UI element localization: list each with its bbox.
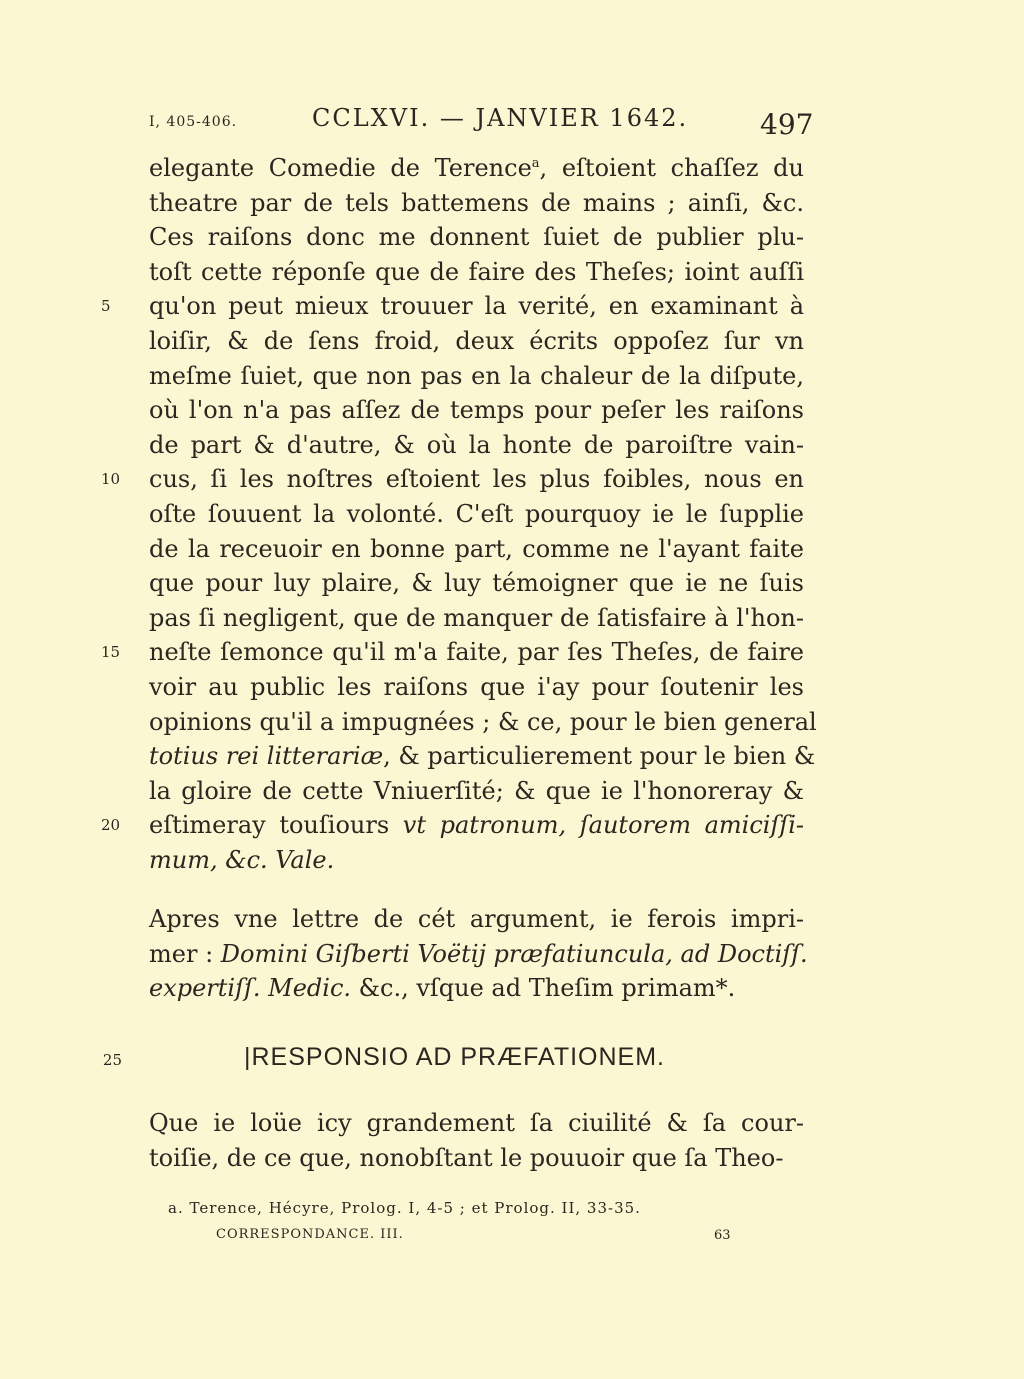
- text-run: expertiſſ. Medic.: [149, 974, 352, 1003]
- text-line: [149, 151, 804, 186]
- section-heading: |RESPONSIO AD PRÆFATIONEM.: [244, 1043, 665, 1071]
- text-run: &c., vſque ad Theſim primam*.: [351, 974, 736, 1003]
- footnote: a. Terence, Hécyre, Prolog. I, 4-5 ; et Prolog. II, 33-35.: [168, 1199, 641, 1217]
- text-line: [149, 566, 804, 601]
- header-reference: I, 405-406.: [149, 114, 238, 130]
- text-run: voir au public les raiſons que i'ay pour ſoutenir les: [149, 672, 804, 701]
- text-run: , & particulierement pour le bien &: [383, 742, 816, 771]
- text-line: [149, 324, 804, 359]
- text-line: [149, 255, 804, 290]
- text-line: [149, 705, 817, 740]
- third-paragraph: [149, 1106, 804, 1175]
- second-paragraph: [149, 902, 808, 1006]
- text-line: [101, 462, 804, 497]
- text-line: [149, 497, 804, 532]
- header-title: CCLXVI. — JANVIER 1642.: [312, 104, 689, 132]
- text-run: la gloire de cette Vniuerſité; & que ie l'honoreray &: [149, 776, 804, 805]
- line-number: 10: [101, 470, 121, 489]
- text-run: oſte ſouuent la volonté. C'eſt pourquoy ie le ſupplie: [149, 499, 804, 528]
- text-line: [149, 774, 804, 809]
- text-run: Que ie loüe icy grandement ſa ciuilité & ſa cour-: [149, 1109, 804, 1137]
- text-line: [101, 635, 804, 670]
- text-line: [149, 220, 804, 255]
- text-line: [149, 843, 804, 878]
- text-run: , eſtoient chaſſez du: [539, 154, 804, 182]
- running-header: [0, 104, 1024, 144]
- text-run: où l'on n'a pas aſſez de temps pour peſer les raiſons: [149, 396, 804, 425]
- line-number: 25: [102, 1051, 122, 1069]
- text-run: de la receuoir en bonne part, comme ne l'ayant faite: [149, 534, 804, 563]
- text-line: [149, 902, 804, 937]
- text-run: opinions qu'il a impugnées ; & ce, pour le bien general: [149, 707, 817, 736]
- text-line: [149, 532, 804, 567]
- text-line: [149, 601, 804, 636]
- text-run: toſt cette réponſe que de faire des Theſes; ioint auſſi: [149, 257, 804, 286]
- text-run: de part & d'autre, & où la honte de paroiſtre vain-: [149, 430, 804, 459]
- text-run: theatre par de tels battemens de mains ; ainſi, &c.: [149, 188, 804, 217]
- text-run: loiſir, & de ſens froid, deux écrits oppoſez ſur vn: [149, 326, 804, 355]
- text-run: mer :: [149, 939, 221, 968]
- text-line: [149, 1141, 804, 1176]
- line-number: 5: [101, 297, 111, 316]
- text-line: [149, 428, 804, 463]
- text-line: [149, 937, 808, 972]
- text-line: [101, 808, 804, 843]
- text-run: cus, ſi les noſtres eſtoient les plus foibles, nous en: [149, 465, 804, 494]
- text-line: [149, 186, 804, 221]
- text-line: [149, 359, 804, 394]
- text-run: totius rei litterariæ: [149, 742, 384, 771]
- text-run: vt patronum, ſautorem amiciſſi-: [402, 811, 804, 840]
- signature-label: CORRESPONDANCE. III.: [216, 1227, 404, 1242]
- text-line: [149, 670, 804, 705]
- main-paragraph: [101, 151, 817, 877]
- text-run: neſte ſemonce qu'il m'a faite, par ſes Theſes, de faire: [149, 638, 804, 667]
- text-run: eſtimeray touſiours: [149, 811, 403, 840]
- page-number: 497: [760, 108, 814, 141]
- text-line: [101, 289, 804, 324]
- footnote-marker: a: [531, 156, 540, 171]
- text-line: [149, 739, 816, 774]
- text-run: Domini Giſberti Voëtij præfatiuncula, ad Doctiſſ.: [220, 939, 808, 968]
- text-run: mum, &c. Vale.: [149, 845, 335, 874]
- text-run: que pour luy plaire, & luy témoigner que ie ne ſuis: [149, 569, 804, 598]
- text-line: [149, 1106, 804, 1141]
- text-run: toiſie, de ce que, nonobſtant le pouuoir que ſa Theo-: [149, 1143, 784, 1172]
- line-number: 15: [101, 643, 121, 662]
- text-run: qu'on peut mieux trouuer la verité, en examinant à: [149, 292, 804, 321]
- line-number: 20: [101, 816, 121, 835]
- text-line: [149, 393, 804, 428]
- text-line: [149, 971, 804, 1006]
- text-run: pas ſi negligent, que de manquer de ſatisfaire à l'hon-: [149, 603, 804, 632]
- text-run: Apres vne lettre de cét argument, ie ferois impri-: [149, 905, 804, 933]
- text-run: elegante Comedie de Terence: [149, 154, 532, 182]
- signature-number: 63: [714, 1228, 731, 1243]
- text-run: Ces raiſons donc me donnent ſuiet de publier plu-: [149, 223, 804, 252]
- text-run: meſme ſuiet, que non pas en la chaleur de la diſpute,: [149, 361, 804, 390]
